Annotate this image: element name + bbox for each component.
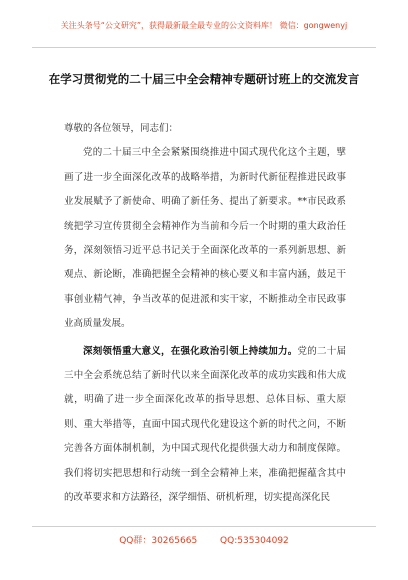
header-divider [32,47,376,48]
footer-divider [32,526,376,527]
footer-qq: QQ:535304092 [220,536,289,546]
document-body [64,117,346,514]
paragraph-2 [64,340,346,511]
footer-contact [0,533,408,546]
paragraph-1: 党的二十届三中全会紧紧围绕推进中国式现代化这个主题，擘画了进一步全面深化改革的战略举措，为新时代新征程推进民政事业发展赋予了新使命、明确了新任务、提出了新要求。**市民政系统把学习宣传贯彻全会精神作为当前和今后一个时期的重大政治任务，深刻领悟习近平总书记关于全面深化改革的一系列新思想、新观点、新论断，准确把握全会精神的核心要义和丰富内涵，鼓足干事创业精气神，争当改革的促进派和实干家，不断推动全市民政事业高质量发展。 [64,147,346,330]
paragraph-2-heading: 深刻领悟重大意义，在强化政治引领上持续加力。 [83,345,298,357]
document-title: 在学习贯彻党的二十届三中全会精神专题研讨班上的交流发言 [48,72,360,86]
footer-qq-group: QQ群：30265665 [119,536,198,546]
paragraph-2-text: 党的二十届三中全会系统总结了新时代以来全面深化改革的成功实践和伟大成就，明确了进一步全面深化改革的指导思想、总体目标、重大原则、重大举措等，直面中国式现代化建设这个新的时代之问，不断完善各方面体制机制，为中国式现代化提供强大动力和制度保障。我们将切实把思想和行动统一到全会精神上来，准确把握蕴含其中的改革要求和方法路径，深学细悟、研机析理，切实提高深化民 [64,345,346,504]
header-watermark-text: 关注头条号“公文研究”，获得最新最全最专业的公文资料库！ 微信：gongwenyj [60,21,348,30]
greeting-line: 尊敬的各位领导，同志们： [64,123,179,134]
